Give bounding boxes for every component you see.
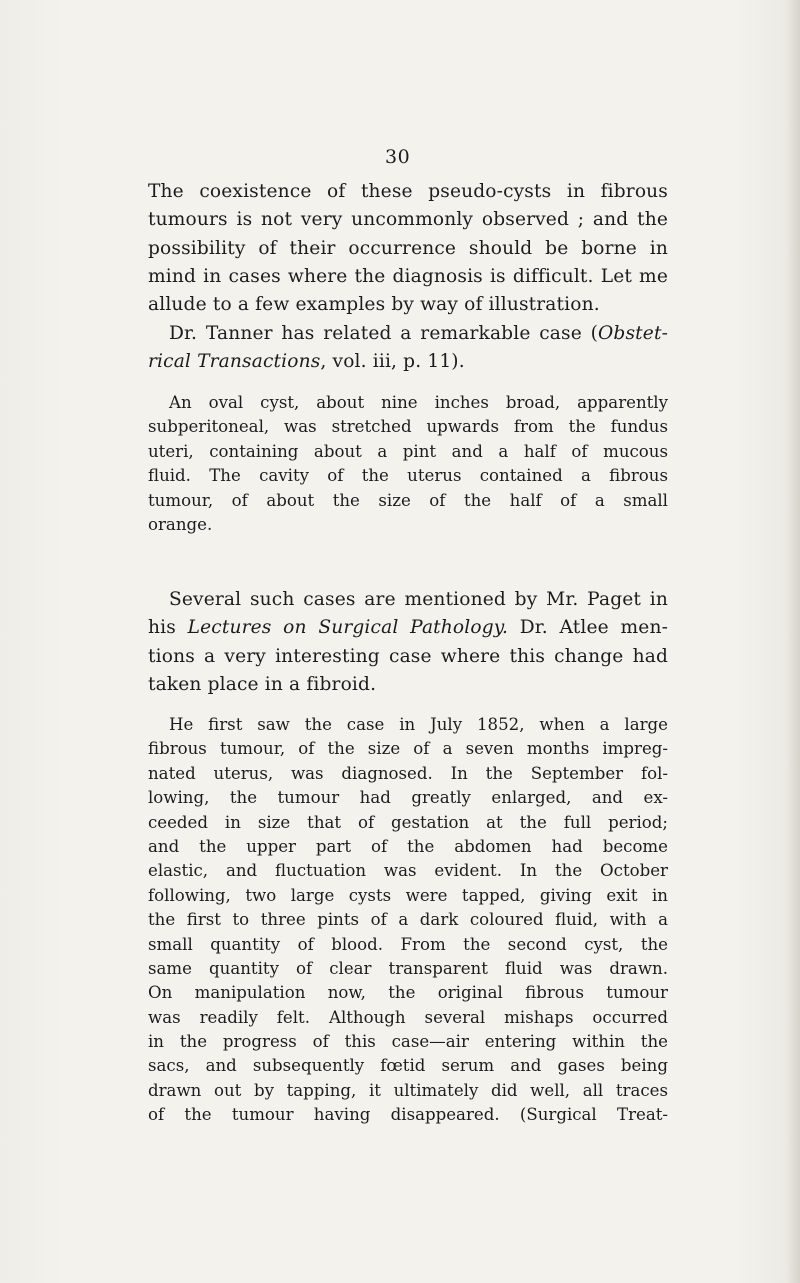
text-line: tions a very interesting case where this change had (148, 645, 668, 667)
text-line: ceeded in size that of gestation at the full period; (148, 812, 668, 832)
text-line: elastic, and fluctuation was evident. In the October (148, 861, 668, 881)
text-line: The coexistence of these pseudo-cysts in fibrous (148, 181, 668, 202)
text-run: Dr. Tanner has related a remarkable case ( (169, 323, 599, 344)
text-line: taken place in a fibroid. (148, 673, 377, 695)
text-line: mind in cases where the diagnosis is difficult. Let me (148, 265, 668, 287)
text-line: of the tumour having disappeared. (Surgical Treat- (148, 1105, 668, 1125)
paragraph-case-quote (148, 391, 668, 537)
text-line: the first to three pints of a dark coloured fluid, with a (148, 910, 668, 930)
text-line: orange. (148, 514, 213, 534)
text-line (148, 320, 668, 348)
page-edge-shadow (786, 0, 800, 1283)
text-line: tumours is not very uncommonly observed ; and the (148, 209, 668, 231)
text-run: Dr. Atlee men- (508, 617, 669, 639)
text-line: tumour, of about the size of the half of a small (148, 490, 668, 510)
text-line: sacs, and subsequently fœtid serum and gases being (148, 1056, 668, 1076)
text-line: lowing, the tumour had greatly enlarged, and ex- (148, 788, 668, 808)
paragraph-atlee-case (148, 713, 668, 1128)
text-line: following, two large cysts were tapped, giving exit in (148, 885, 668, 905)
text-line: drawn out by tapping, it ultimately did well, all traces (148, 1080, 668, 1100)
text-line: and the upper part of the abdomen had become (148, 836, 668, 856)
paragraph-paget (148, 586, 668, 699)
text-line: possibility of their occurrence should be borne in (148, 237, 668, 259)
journal-title-italic: rical Transactions (148, 351, 321, 373)
text-line: subperitoneal, was stretched upwards from the fundus (148, 417, 668, 437)
paragraph-tanner (148, 320, 668, 377)
text-line: nated uterus, was diagnosed. In the September fol- (148, 763, 668, 783)
text-line: same quantity of clear transparent fluid was drawn. (148, 958, 668, 978)
paragraph-coexistence (148, 178, 668, 319)
text-line: was readily felt. Although several mishaps occurred (148, 1007, 668, 1027)
text-line: in the progress of this case—air entering within the (148, 1032, 668, 1052)
text-line: An oval cyst, about nine inches broad, apparently (169, 393, 668, 412)
text-run: his (148, 617, 188, 639)
text-line: Several such cases are mentioned by Mr. Paget in (169, 589, 668, 610)
text-line (148, 614, 668, 642)
journal-title-italic: Obstet- (598, 323, 668, 344)
text-line: fluid. The cavity of the uterus contained a fibrous (148, 466, 668, 486)
text-run: , vol. iii, p. 11). (320, 351, 465, 373)
text-line: small quantity of blood. From the second cyst, the (148, 934, 668, 954)
text-line: He first saw the case in July 1852, when a large (169, 715, 668, 734)
text-line: On manipulation now, the original fibrous tumour (148, 983, 668, 1003)
text-line (148, 348, 668, 376)
text-line: fibrous tumour, of the size of a seven months impreg- (148, 739, 668, 759)
text-line: uteri, containing about a pint and a half of mucous (148, 441, 668, 461)
text-line: allude to a few examples by way of illustration. (148, 294, 600, 316)
book-title-italic: Lectures on Surgical Pathology. (187, 617, 509, 639)
page-number: 30 (385, 146, 411, 168)
